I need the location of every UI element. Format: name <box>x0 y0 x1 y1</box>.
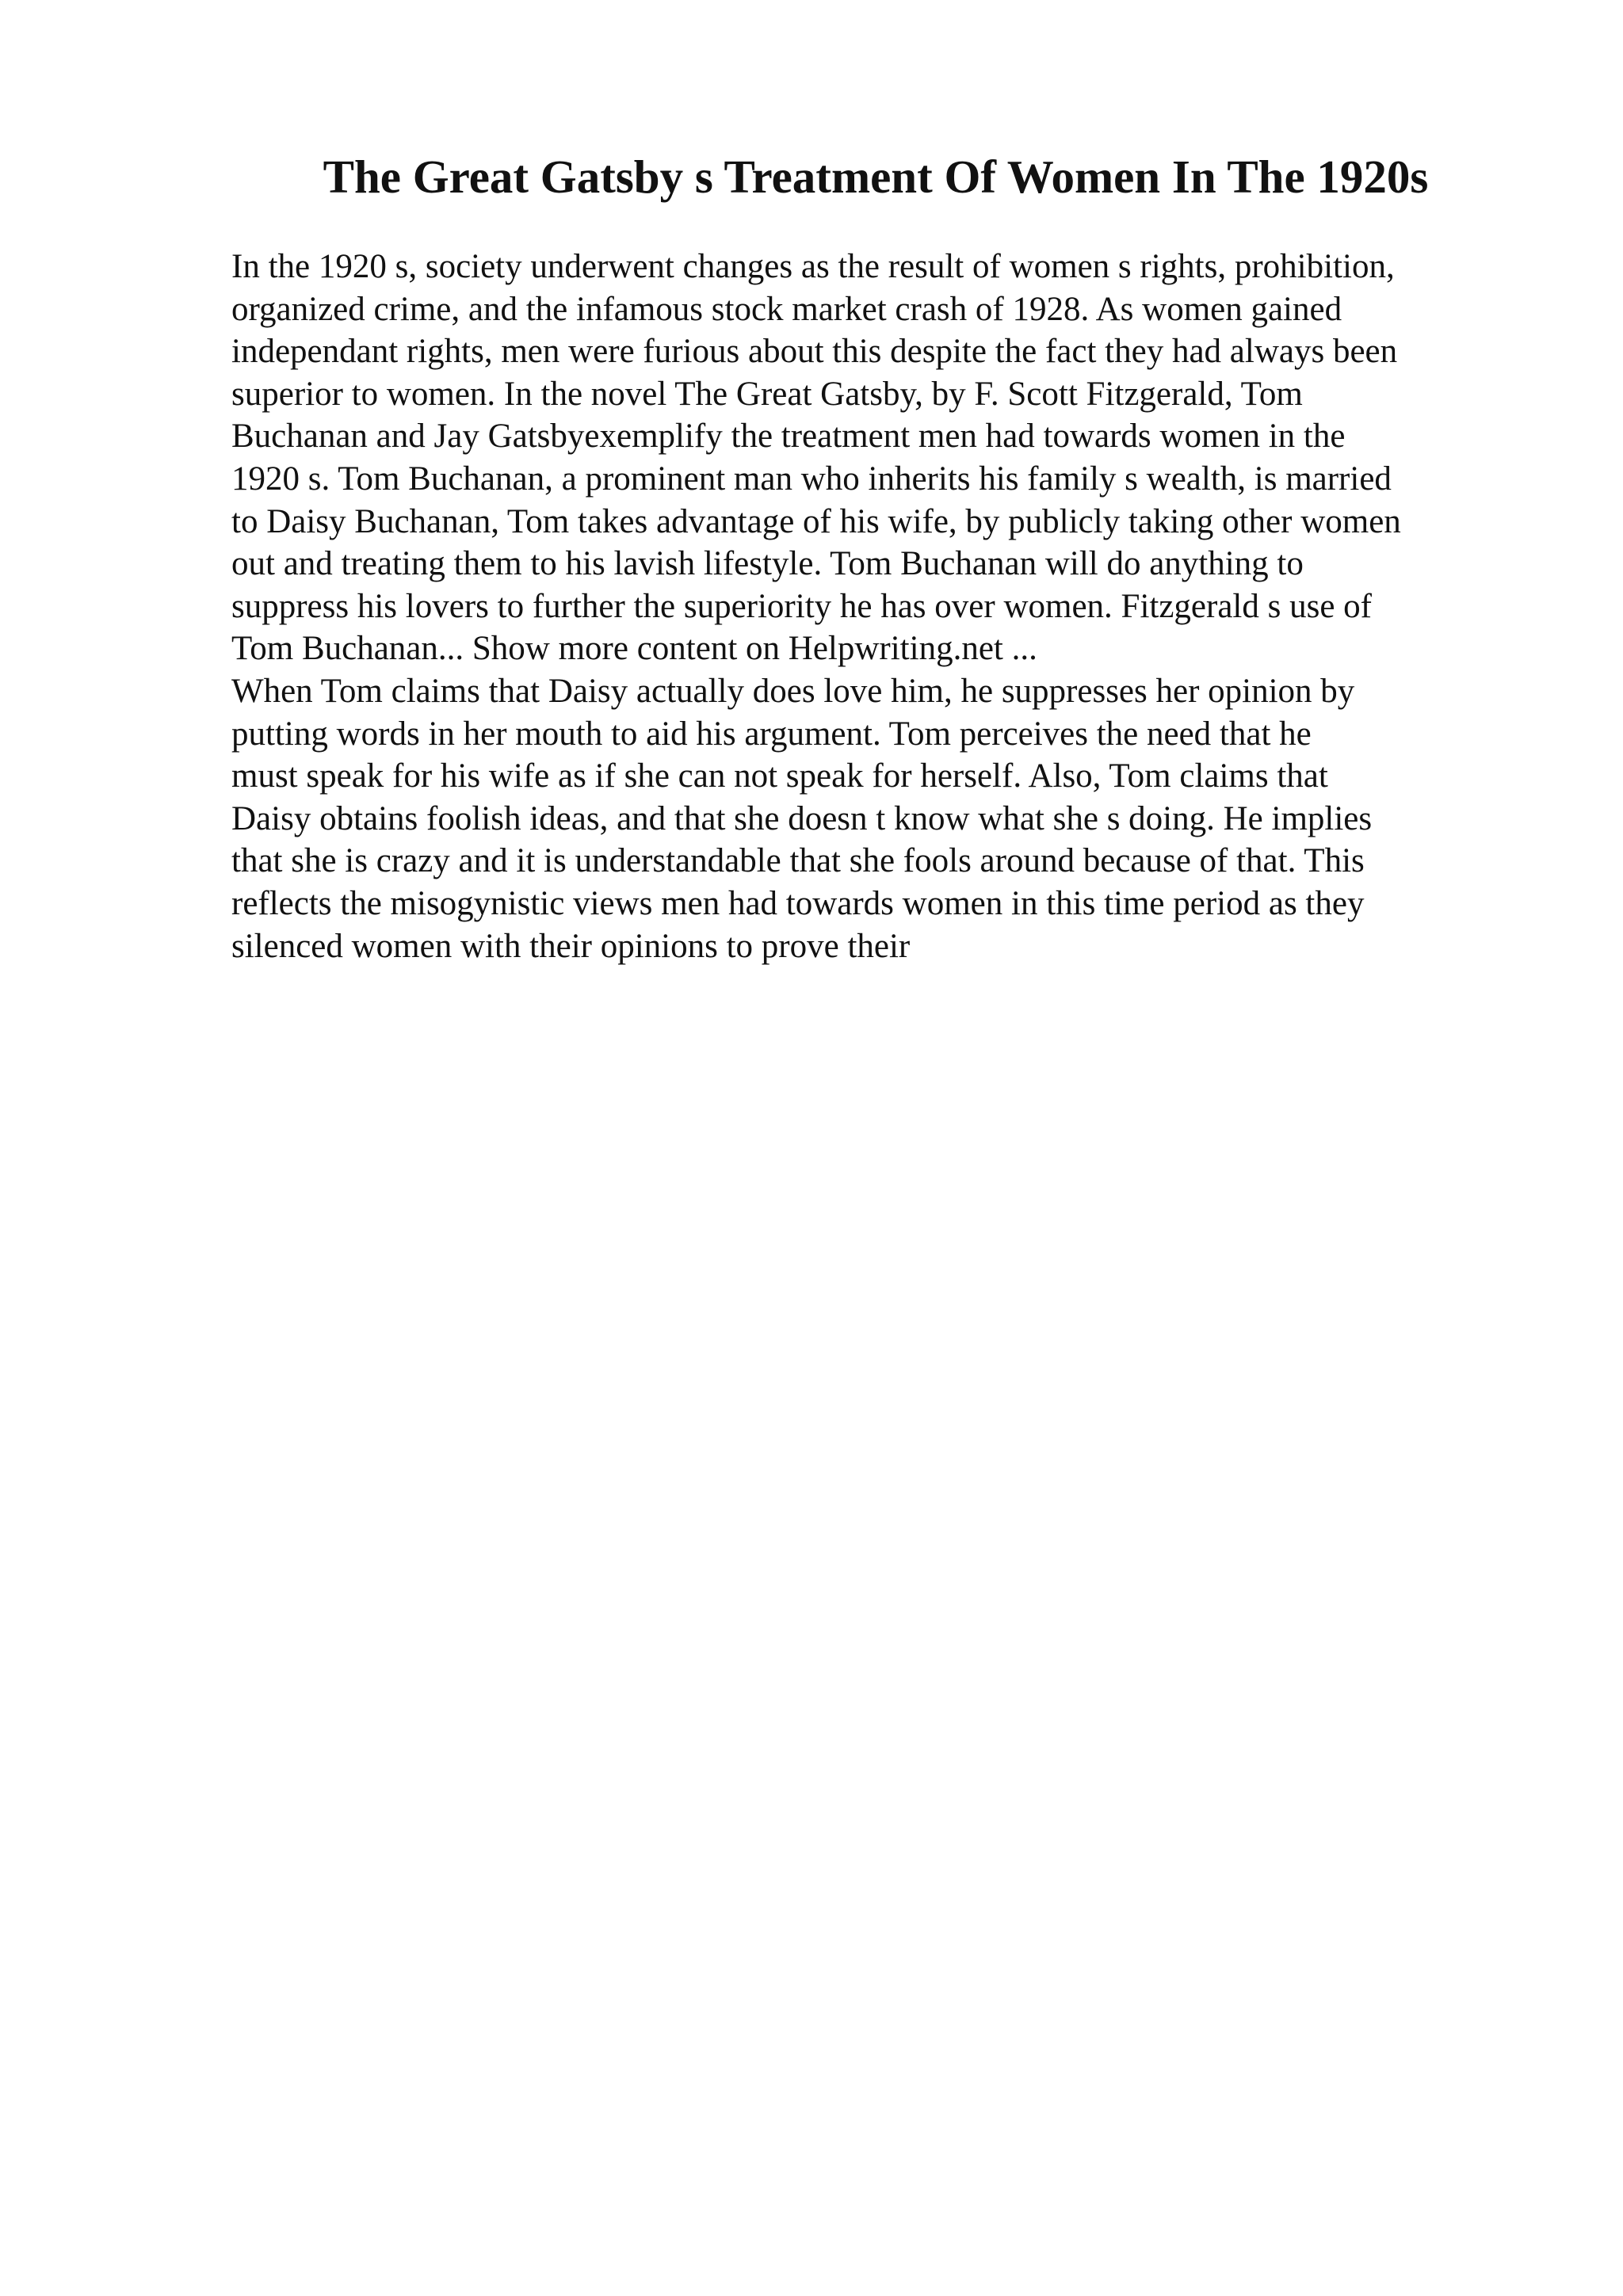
body-line: that she is crazy and it is understandable that she fools around because of that. This <box>231 842 1365 880</box>
body-line: Daisy obtains foolish ideas, and that she doesn t know what she s doing. He implies <box>231 799 1373 837</box>
body-line: independant rights, men were furious about this despite the fact they had always been <box>231 333 1398 371</box>
body-line: must speak for his wife as if she can not speak for herself. Also, Tom claims that <box>231 757 1328 795</box>
body-line: reflects the misogynistic views men had towards women in this time period as they <box>231 884 1365 922</box>
body-line: to Daisy Buchanan, Tom takes advantage of his wife, by publicly taking other women <box>231 502 1401 540</box>
body-line: 1920 s. Tom Buchanan, a prominent man who inherits his family s wealth, is married <box>231 460 1392 498</box>
body-line: organized crime, and the infamous stock market crash of 1928. As women gained <box>231 290 1342 328</box>
body-line: When Tom claims that Daisy actually does love him, he suppresses her opinion by <box>231 672 1355 710</box>
body-line: Tom Buchanan... Show more content on Helpwriting.net ... <box>231 630 1037 668</box>
body-line: out and treating them to his lavish lifestyle. Tom Buchanan will do anything to <box>231 545 1304 583</box>
body-line: superior to women. In the novel The Great Gatsby, by F. Scott Fitzgerald, Tom <box>231 375 1303 413</box>
document-title: The Great Gatsby s Treatment Of Women In The 1920s <box>323 151 1429 203</box>
body-line: suppress his lovers to further the superiority he has over women. Fitzgerald s use of <box>231 587 1372 625</box>
body-line: putting words in her mouth to aid his argument. Tom perceives the need that he <box>231 715 1312 753</box>
document-body <box>231 246 1519 967</box>
body-line: In the 1920 s, society underwent changes as the result of women s rights, prohibition, <box>231 248 1395 285</box>
body-line: silenced women with their opinions to prove their <box>231 927 911 965</box>
body-line: Buchanan and Jay Gatsbyexemplify the treatment men had towards women in the <box>231 418 1346 456</box>
